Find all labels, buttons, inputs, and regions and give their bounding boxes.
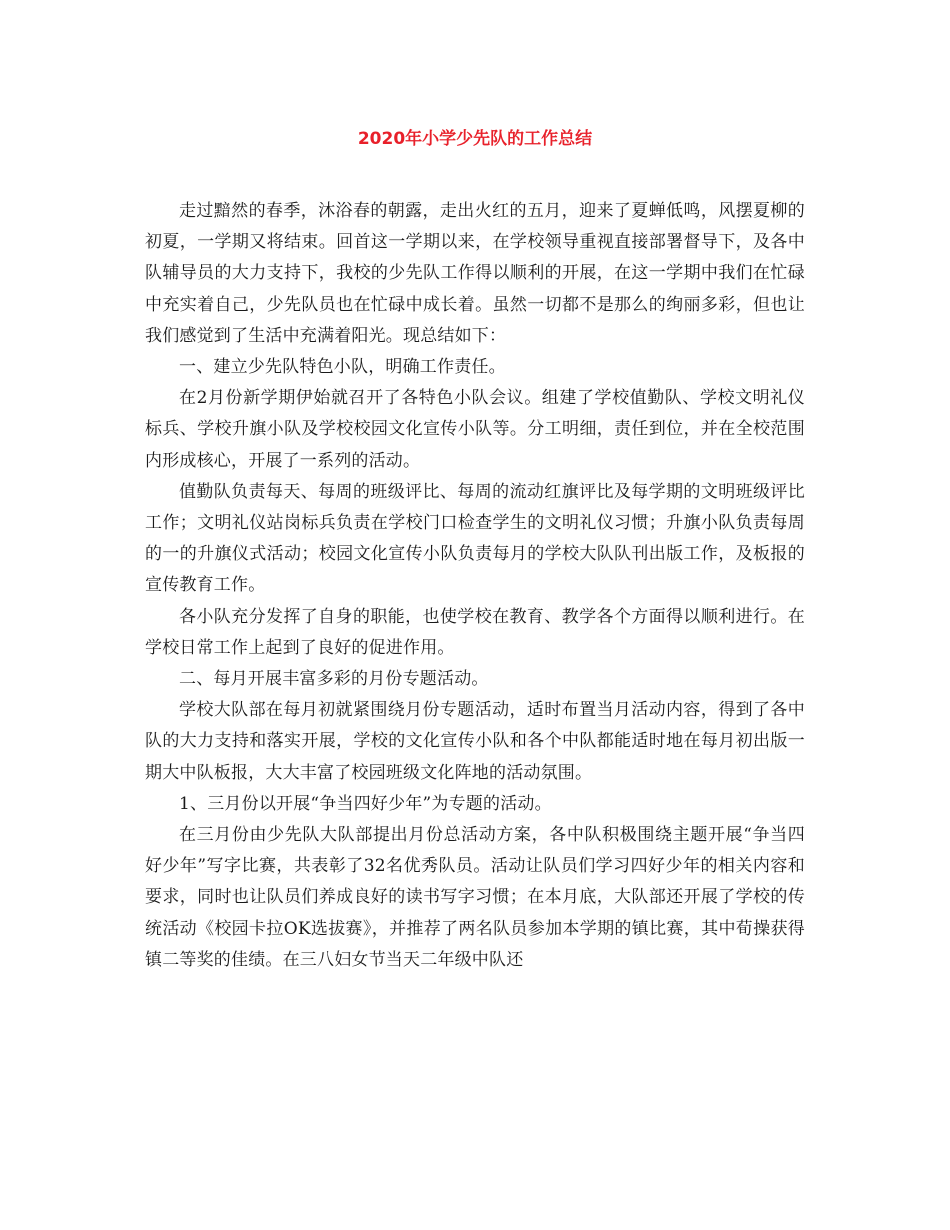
paragraph-march: 在三月份由少先队大队部提出月份总活动方案，各中队积极围绕主题开展“争当四好少年”写字比赛，共表彰了32名优秀队员。活动让队员们学习四好少年的相关内容和要求，同时也让队员们养成良好的读书写字习惯；在本月底，大队部还开展了学校的传统活动《校园卡拉OK选拔赛》，并推荐了两名队员参加本学期的镇比赛，其中荀操获得镇二等奖的佳绩。在三八妇女节当天二年级中队还 bbox=[145, 825, 805, 970]
document-title: 2020年小学少先队的工作总结 bbox=[357, 129, 593, 149]
subsection-heading-march: 1、三月份以开展“争当四好少年”为专题的活动。 bbox=[179, 793, 552, 814]
paragraph-intro: 走过黯然的春季，沐浴春的朝露，走出火红的五月，迎来了夏蝉低鸣，风摆夏柳的初夏，一学期又将结束。回首这一学期以来，在学校领导重视直接部署督导下，及各中队辅导员的大力支持下，我校的少先队工作得以顺利的开展，在这一学期中我们在忙碌中充实着自己，少先队员也在忙碌中成长着。虽然一切都不是那么的绚丽多彩，但也让我们感觉到了生活中充满着阳光。现总结如下： bbox=[145, 201, 805, 346]
paragraph-effect: 各小队充分发挥了自身的职能，也使学校在教育、教学各个方面得以顺利进行。在学校日常工作上起到了良好的促进作用。 bbox=[145, 606, 805, 658]
document-body bbox=[145, 196, 805, 976]
paragraph-duties: 值勤队负责每天、每周的班级评比、每周的流动红旗评比及每学期的文明班级评比工作；文明礼仪站岗标兵负责在学校门口检查学生的文明礼仪习惯；升旗小队负责每周的一的升旗仪式活动；校园文化宣传小队负责每月的学校大队队刊出版工作，及板报的宣传教育工作。 bbox=[145, 481, 805, 596]
section-heading-1: 一、建立少先队特色小队，明确工作责任。 bbox=[179, 357, 506, 378]
paragraph-monthly: 学校大队部在每月初就紧围绕月份专题活动，适时布置当月活动内容，得到了各中队的大力支持和落实开展，学校的文化宣传小队和各个中队都能适时地在每月初出版一期大中队板报，大大丰富了校园班级文化阵地的活动氛围。 bbox=[145, 700, 805, 783]
section-heading-2: 二、每月开展丰富多彩的月份专题活动。 bbox=[179, 669, 489, 690]
paragraph-teams: 在2月份新学期伊始就召开了各特色小队会议。组建了学校值勤队、学校文明礼仪标兵、学校升旗小队及学校校园文化宣传小队等。分工明细，责任到位，并在全校范围内形成核心，开展了一系列的活动。 bbox=[145, 388, 805, 471]
